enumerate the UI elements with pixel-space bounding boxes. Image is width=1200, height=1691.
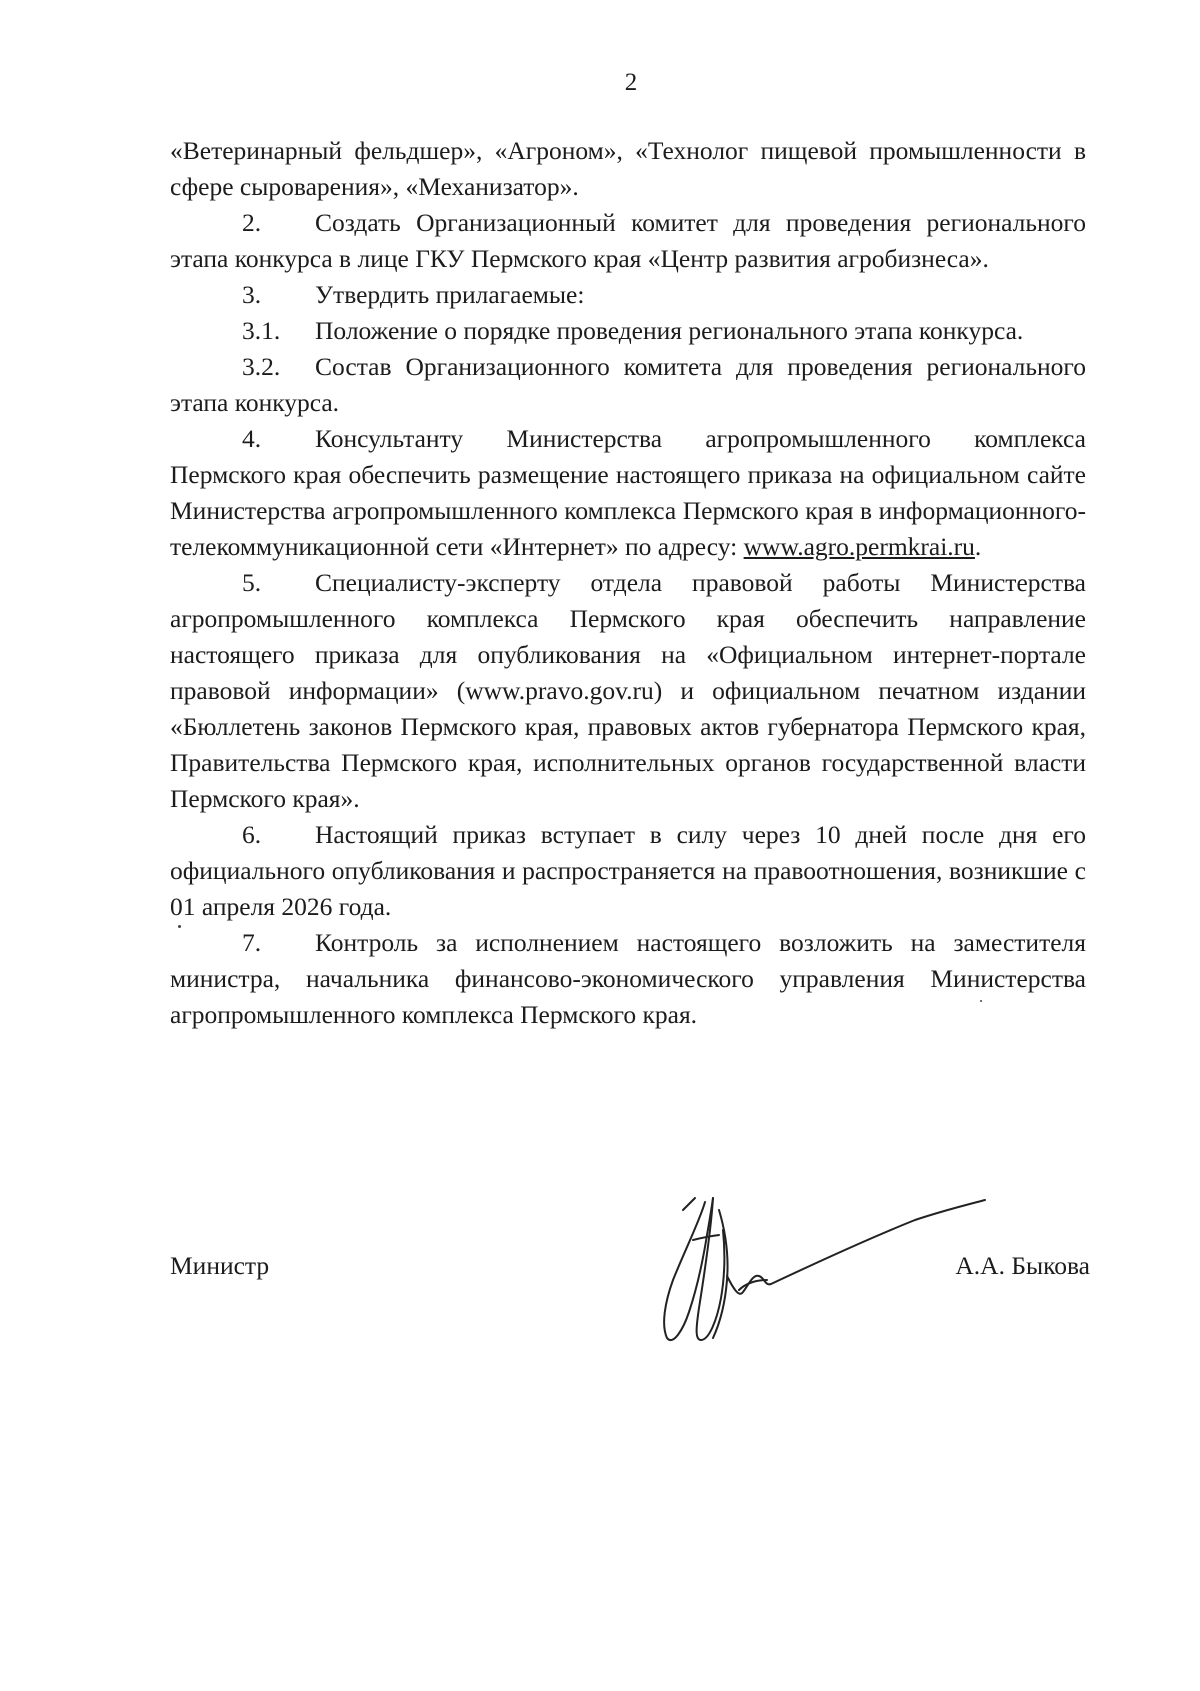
paragraph-text: Контроль за исполнением настоящего возложить на заместителя министра, начальника финансово-экономического управления Министерства агропромышленного комплекса Пермского края.	[170, 928, 1086, 1029]
paragraph-6	[170, 817, 1086, 925]
paragraph-text: Настоящий приказ вступает в силу через 10 дней после дня его официального опубликования и распространяется на правоотношения, возникшие с 01 апреля 2026 года.	[170, 820, 1086, 921]
paragraph-number: 2.	[242, 208, 262, 237]
paragraph-3	[170, 277, 1086, 313]
paragraph-number: 6.	[242, 820, 262, 849]
paragraph-text: Положение о порядке проведения регионального этапа конкурса.	[315, 316, 1024, 345]
paragraph-text: Консультанту Министерства агропромышленного комплекса Пермского края обеспечить размещение настоящего приказа на официальном сайте Министерства агропромышленного комплекса Пермского края в информационного-телекоммуникационной сети «Интернет» по адресу:	[170, 424, 1086, 561]
paragraph-3-1	[170, 313, 1086, 349]
paragraph-text: Утвердить прилагаемые:	[315, 280, 585, 309]
handwritten-signature	[655, 1180, 995, 1350]
paragraph-text: «Ветеринарный фельдшер», «Агроном», «Технолог пищевой промышленности в сфере сыроварения», «Механизатор».	[170, 136, 1086, 201]
scan-speck	[980, 1000, 982, 1002]
paragraph-2	[170, 205, 1086, 277]
paragraph-text: Создать Организационный комитет для проведения регионального этапа конкурса в лице ГКУ Пермского края «Центр развития агробизнеса».	[170, 208, 1086, 273]
paragraph-7	[170, 925, 1086, 1033]
signatory-name: А.А. Быкова	[955, 1251, 1090, 1280]
paragraph-text: Специалисту-эксперту отдела правовой работы Министерства агропромышленного комплекса Пермского края обеспечить направление настоящего приказа для опубликования на «Официальном интернет-портале правовой информации» (www.pravo.gov.ru) и официальном печатном издании «Бюллетень законов Пермского края, правовых актов губернатора Пермского края, Правительства Пермского края, исполнительных органов государственной власти Пермского края».	[170, 568, 1086, 813]
paragraph-number: 3.2.	[242, 352, 281, 381]
paragraph-text: Состав Организационного комитета для проведения регионального этапа конкурса.	[170, 352, 1086, 417]
page-number: 2	[624, 69, 638, 96]
signatory-title: Министр	[170, 1251, 270, 1280]
scan-speck	[178, 925, 181, 928]
paragraph-number: 3.1.	[242, 316, 281, 345]
paragraph-number: 7.	[242, 928, 262, 957]
paragraph-5	[170, 565, 1086, 817]
paragraph-4	[170, 421, 1086, 565]
paragraph-3-2	[170, 349, 1086, 421]
paragraph-number: 3.	[242, 280, 262, 309]
document-body	[170, 133, 1086, 1033]
paragraph-text-end: .	[974, 532, 982, 561]
website-link[interactable]: www.agro.permkrai.ru	[743, 532, 975, 561]
paragraph-number: 5.	[242, 568, 262, 597]
paragraph-1-continuation	[170, 133, 1086, 205]
paragraph-number: 4.	[242, 424, 262, 453]
